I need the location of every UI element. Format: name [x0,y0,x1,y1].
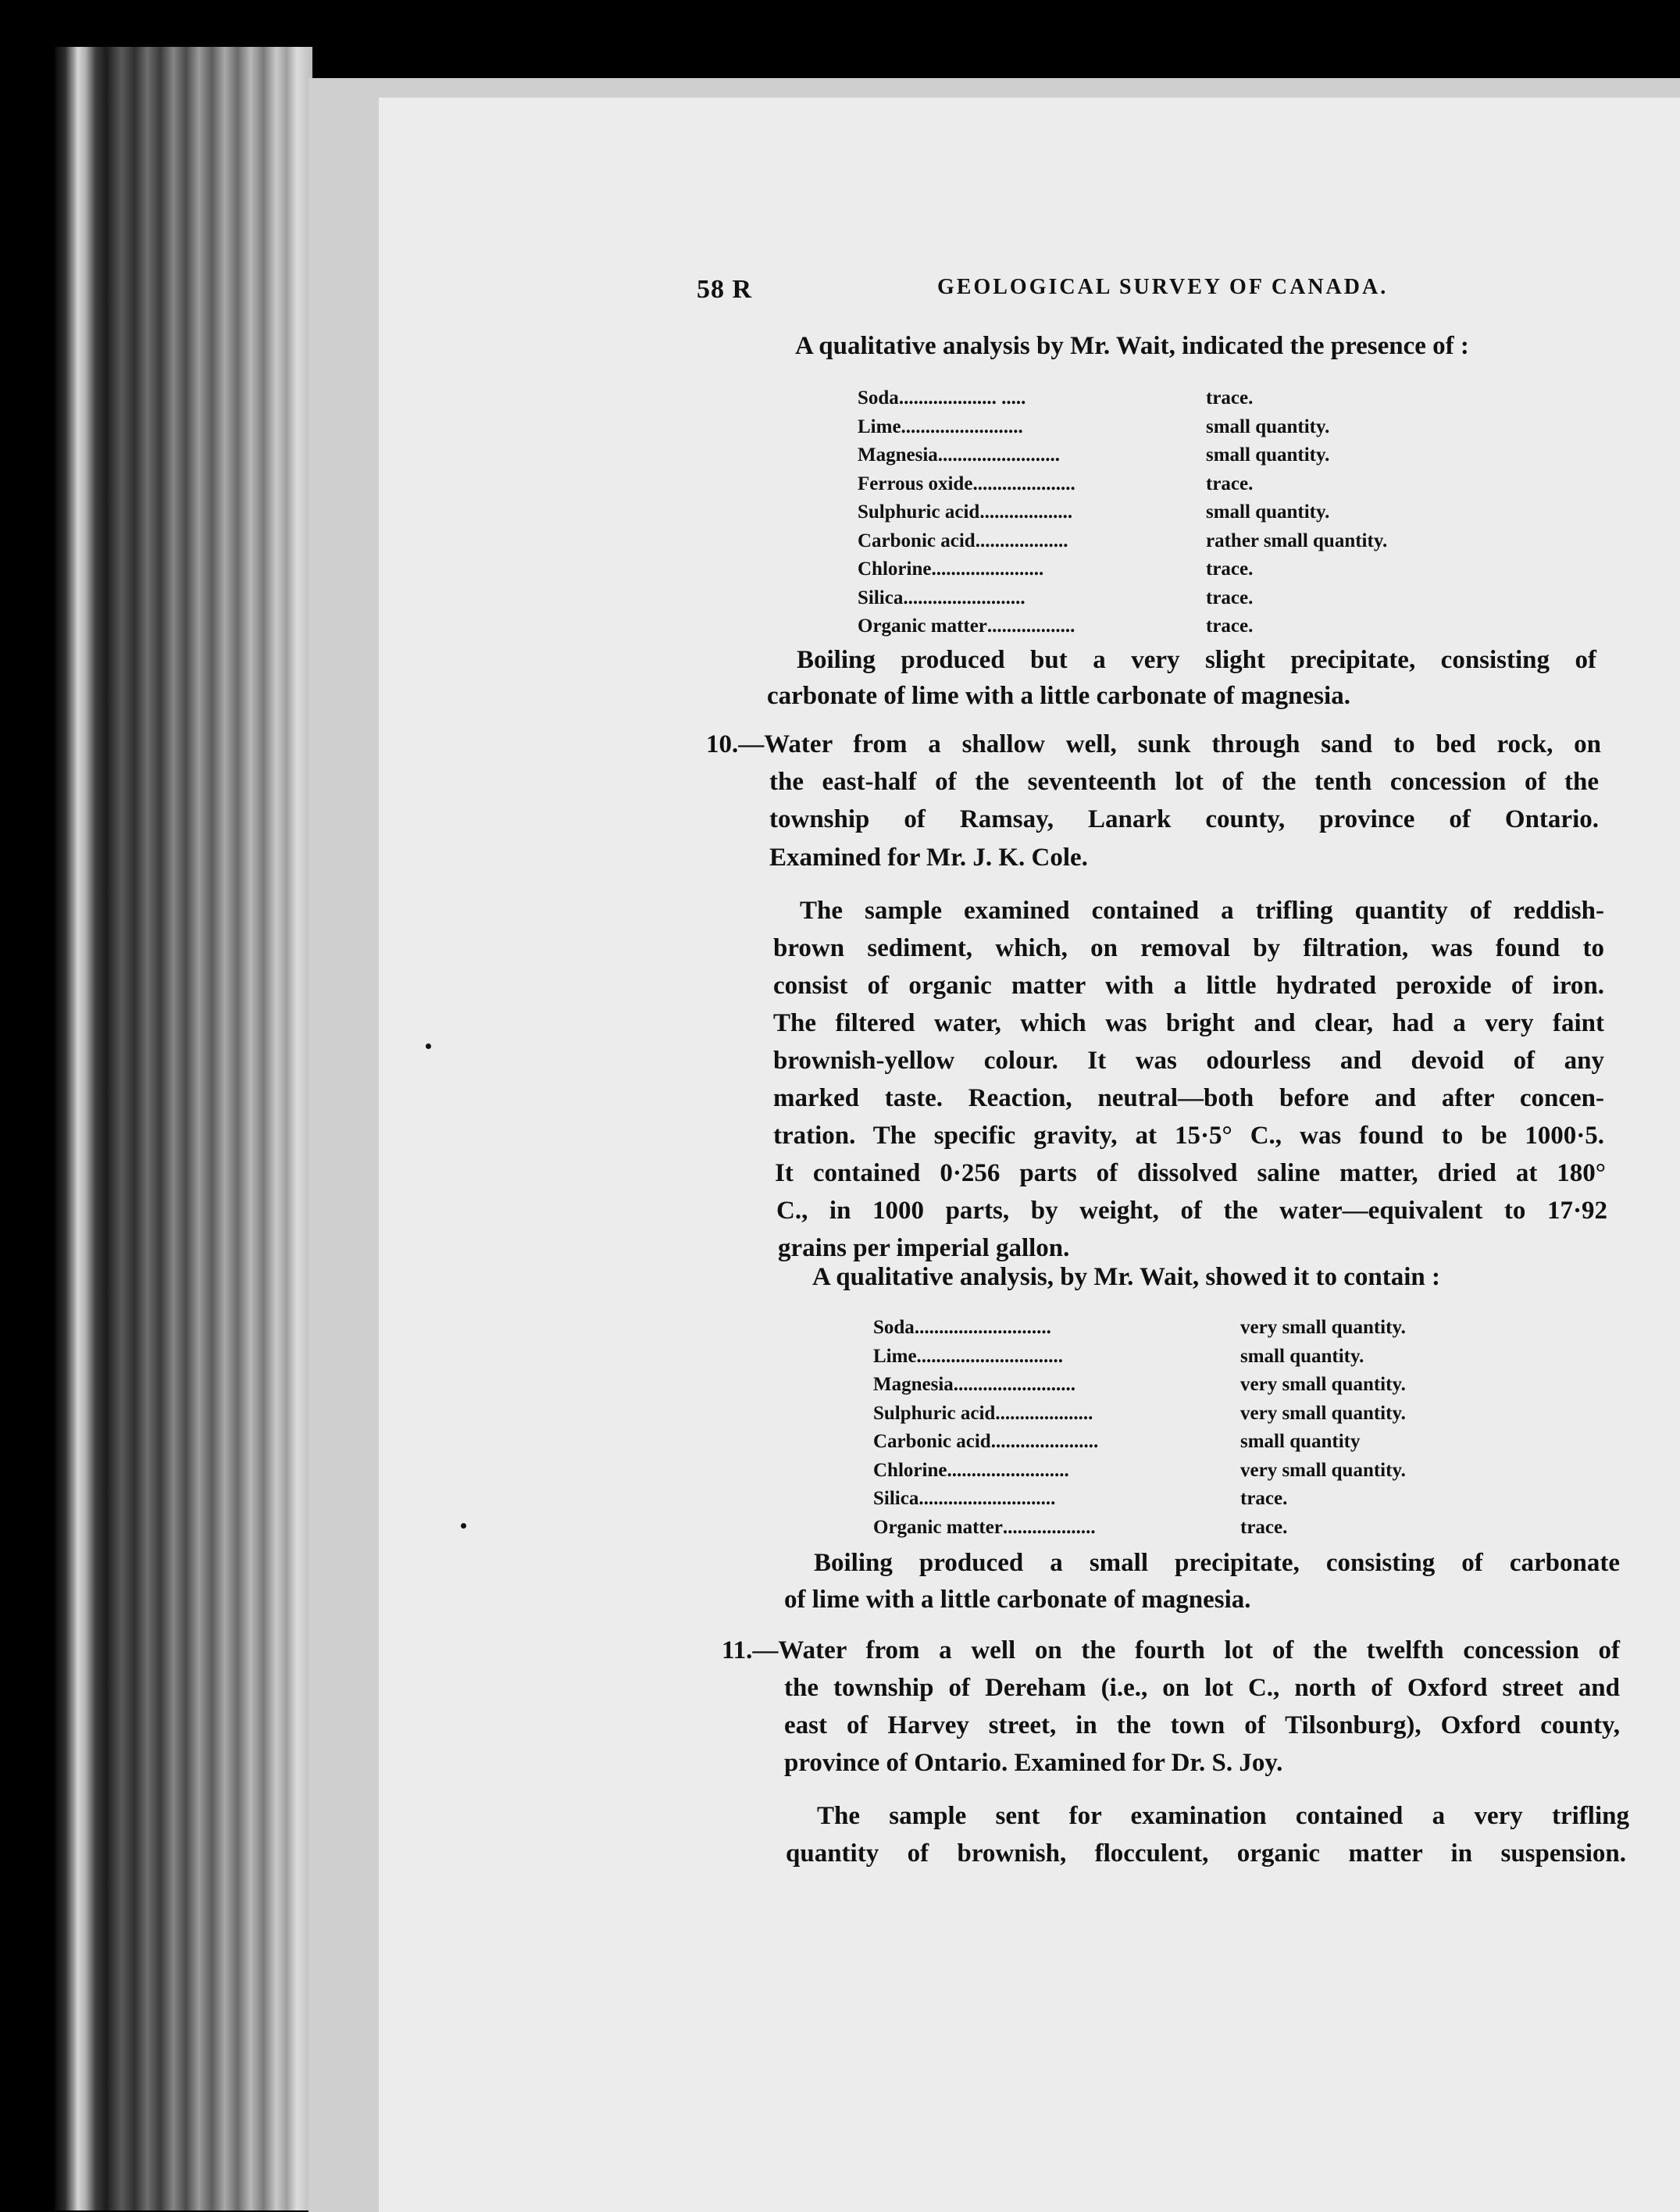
analysis-substance: Sulphuric acid [873,1402,996,1424]
analysis-row [858,530,1388,552]
section-10-body-line: consist of organic matter with a little hydrated peroxide of iron. [773,972,1604,1000]
section-11-heading-line: east of Harvey street, in the town of Tilsonburg), Oxford county, [784,1711,1620,1739]
analysis-substance: Silica [873,1488,919,1509]
analysis-row [873,1402,1406,1425]
analysis-substance: Sulphuric acid [858,501,980,523]
analysis-amount: very small quantity. [1240,1459,1406,1481]
dot-leader: ......................... [953,1374,1076,1395]
boiling-paragraph-2-line-1: Boiling produced a small precipitate, consisting of carbonate [814,1549,1620,1577]
analysis-amount: trace. [1240,1488,1288,1509]
page-number: 58 R [697,275,753,304]
section-11-body-line: quantity of brownish, flocculent, organic matter in suspension. [786,1839,1626,1868]
analysis-amount: very small quantity. [1240,1402,1406,1424]
dot-leader: ..................... [972,473,1075,494]
analysis-amount: trace. [1206,587,1254,608]
dot-leader: .................... [995,1402,1093,1424]
dot-leader: .............................. [916,1345,1064,1367]
analysis-amount: small quantity. [1206,416,1330,437]
analysis-amount: very small quantity. [1240,1374,1406,1395]
analysis-row [873,1459,1406,1482]
section-10-heading-line: township of Ramsay, Lanark county, province of Ontario. [769,805,1599,833]
section-10-heading-line: 10.—Water from a shallow well, sunk through sand to bed rock, on [706,730,1601,758]
analysis-row [858,444,1330,466]
dot-leader: ...................... [990,1431,1099,1452]
section-11-body-line: The sample sent for examination contained a very trifling [817,1802,1629,1830]
analysis-row [858,558,1254,580]
analysis-amount: trace. [1206,558,1254,580]
analysis-amount: small quantity [1240,1431,1361,1452]
analysis-substance: Soda [858,387,899,409]
analysis-substance: Chlorine [873,1459,947,1481]
boiling-paragraph-2-line-2: of lime with a little carbonate of magnesia. [784,1586,1251,1614]
analysis-row [858,387,1254,409]
dot-leader: ................... [979,501,1073,523]
analysis-substance: Soda [873,1317,915,1338]
analysis-substance: Lime [858,416,901,437]
section-10-body-line: C., in 1000 parts, by weight, of the water—equivalent to 17·92 [776,1197,1607,1225]
dot-leader: ......................... [903,587,1025,608]
dot-leader: ................... [975,530,1068,551]
section-10-body-line: It contained 0·256 parts of dissolved saline matter, dried at 180° [775,1159,1606,1187]
analysis-substance: Magnesia [873,1374,954,1395]
analysis-row [873,1488,1288,1510]
page [379,98,1680,2212]
analysis-amount: very small quantity. [1240,1317,1406,1338]
dot-leader: ............................ [914,1317,1051,1338]
analysis-amount: trace. [1206,387,1254,409]
dot-leader: ......................... [947,1459,1069,1481]
analysis-amount: trace. [1206,615,1254,637]
speck [426,1044,431,1049]
section-10-body-line: The sample examined contained a trifling quantity of reddish- [800,897,1604,925]
section-10-body-line: brownish-yellow colour. It was odourless and devoid of any [773,1047,1604,1075]
analysis-row [858,501,1330,523]
analysis-row [858,587,1254,609]
dot-leader: ......................... [901,416,1023,437]
section-11-heading-line: the township of Dereham (i.e., on lot C., north of Oxford street and [784,1674,1620,1702]
section-10-body-line: tration. The specific gravity, at 15·5° C., was found to be 1000·5. [773,1122,1604,1150]
analysis-row [858,473,1254,495]
analysis-row [873,1516,1288,1539]
dot-leader: ......................... [937,444,1061,466]
analysis-substance: Ferrous oxide [858,473,973,494]
dot-leader: ....................... [931,558,1044,580]
section-11-heading-line: 11.—Water from a well on the fourth lot of the twelfth concession of [722,1636,1620,1664]
analysis-amount: trace. [1240,1516,1288,1538]
analysis-row [873,1345,1364,1368]
dot-leader: .................... ..... [898,387,1026,409]
section-10-body-line: The filtered water, which was bright and clear, had a very faint [773,1009,1604,1037]
analysis-amount: rather small quantity. [1206,530,1388,551]
dot-leader: ................... [1002,1516,1096,1538]
book-page-edges [55,47,312,2210]
running-title: GEOLOGICAL SURVEY OF CANADA. [937,275,1389,299]
analysis-row [858,615,1254,637]
section-10-body-line: grains per imperial gallon. [778,1234,1070,1262]
analysis-intro-1: A qualitative analysis by Mr. Wait, indicated the presence of : [795,332,1469,360]
analysis-substance: Organic matter [858,615,987,637]
analysis-amount: small quantity. [1240,1345,1364,1367]
analysis-substance: Silica [858,587,904,608]
analysis-row [873,1374,1406,1396]
analysis-substance: Lime [873,1345,917,1367]
section-10-body-line: marked taste. Reaction, neutral—both before and after concen- [773,1084,1604,1112]
analysis-substance: Chlorine [858,558,932,580]
analysis-substance: Carbonic acid [858,530,976,551]
analysis-amount: small quantity. [1206,444,1330,466]
analysis-row [873,1317,1406,1339]
dot-leader: .................. [986,615,1075,637]
analysis-substance: Carbonic acid [873,1431,991,1452]
analysis-row [858,416,1330,438]
analysis-amount: trace. [1206,473,1254,494]
section-10-heading-line: the east-half of the seventeenth lot of the tenth concession of the [769,768,1599,796]
analysis-amount: small quantity. [1206,501,1330,523]
analysis-row [873,1431,1361,1453]
dot-leader: ............................ [918,1488,1056,1509]
section-10-heading-line: Examined for Mr. J. K. Cole. [769,844,1088,872]
analysis-intro-2: A qualitative analysis, by Mr. Wait, showed it to contain : [812,1263,1441,1291]
boiling-paragraph-1-line-1: Boiling produced but a very slight precipitate, consisting of [797,646,1596,674]
boiling-paragraph-1-line-2: carbonate of lime with a little carbonate of magnesia. [767,682,1350,710]
analysis-substance: Organic matter [873,1516,1003,1538]
section-10-body-line: brown sediment, which, on removal by filtration, was found to [773,934,1604,962]
section-11-heading-line: province of Ontario. Examined for Dr. S. Joy. [784,1749,1283,1777]
analysis-substance: Magnesia [858,444,938,466]
speck [461,1523,466,1529]
